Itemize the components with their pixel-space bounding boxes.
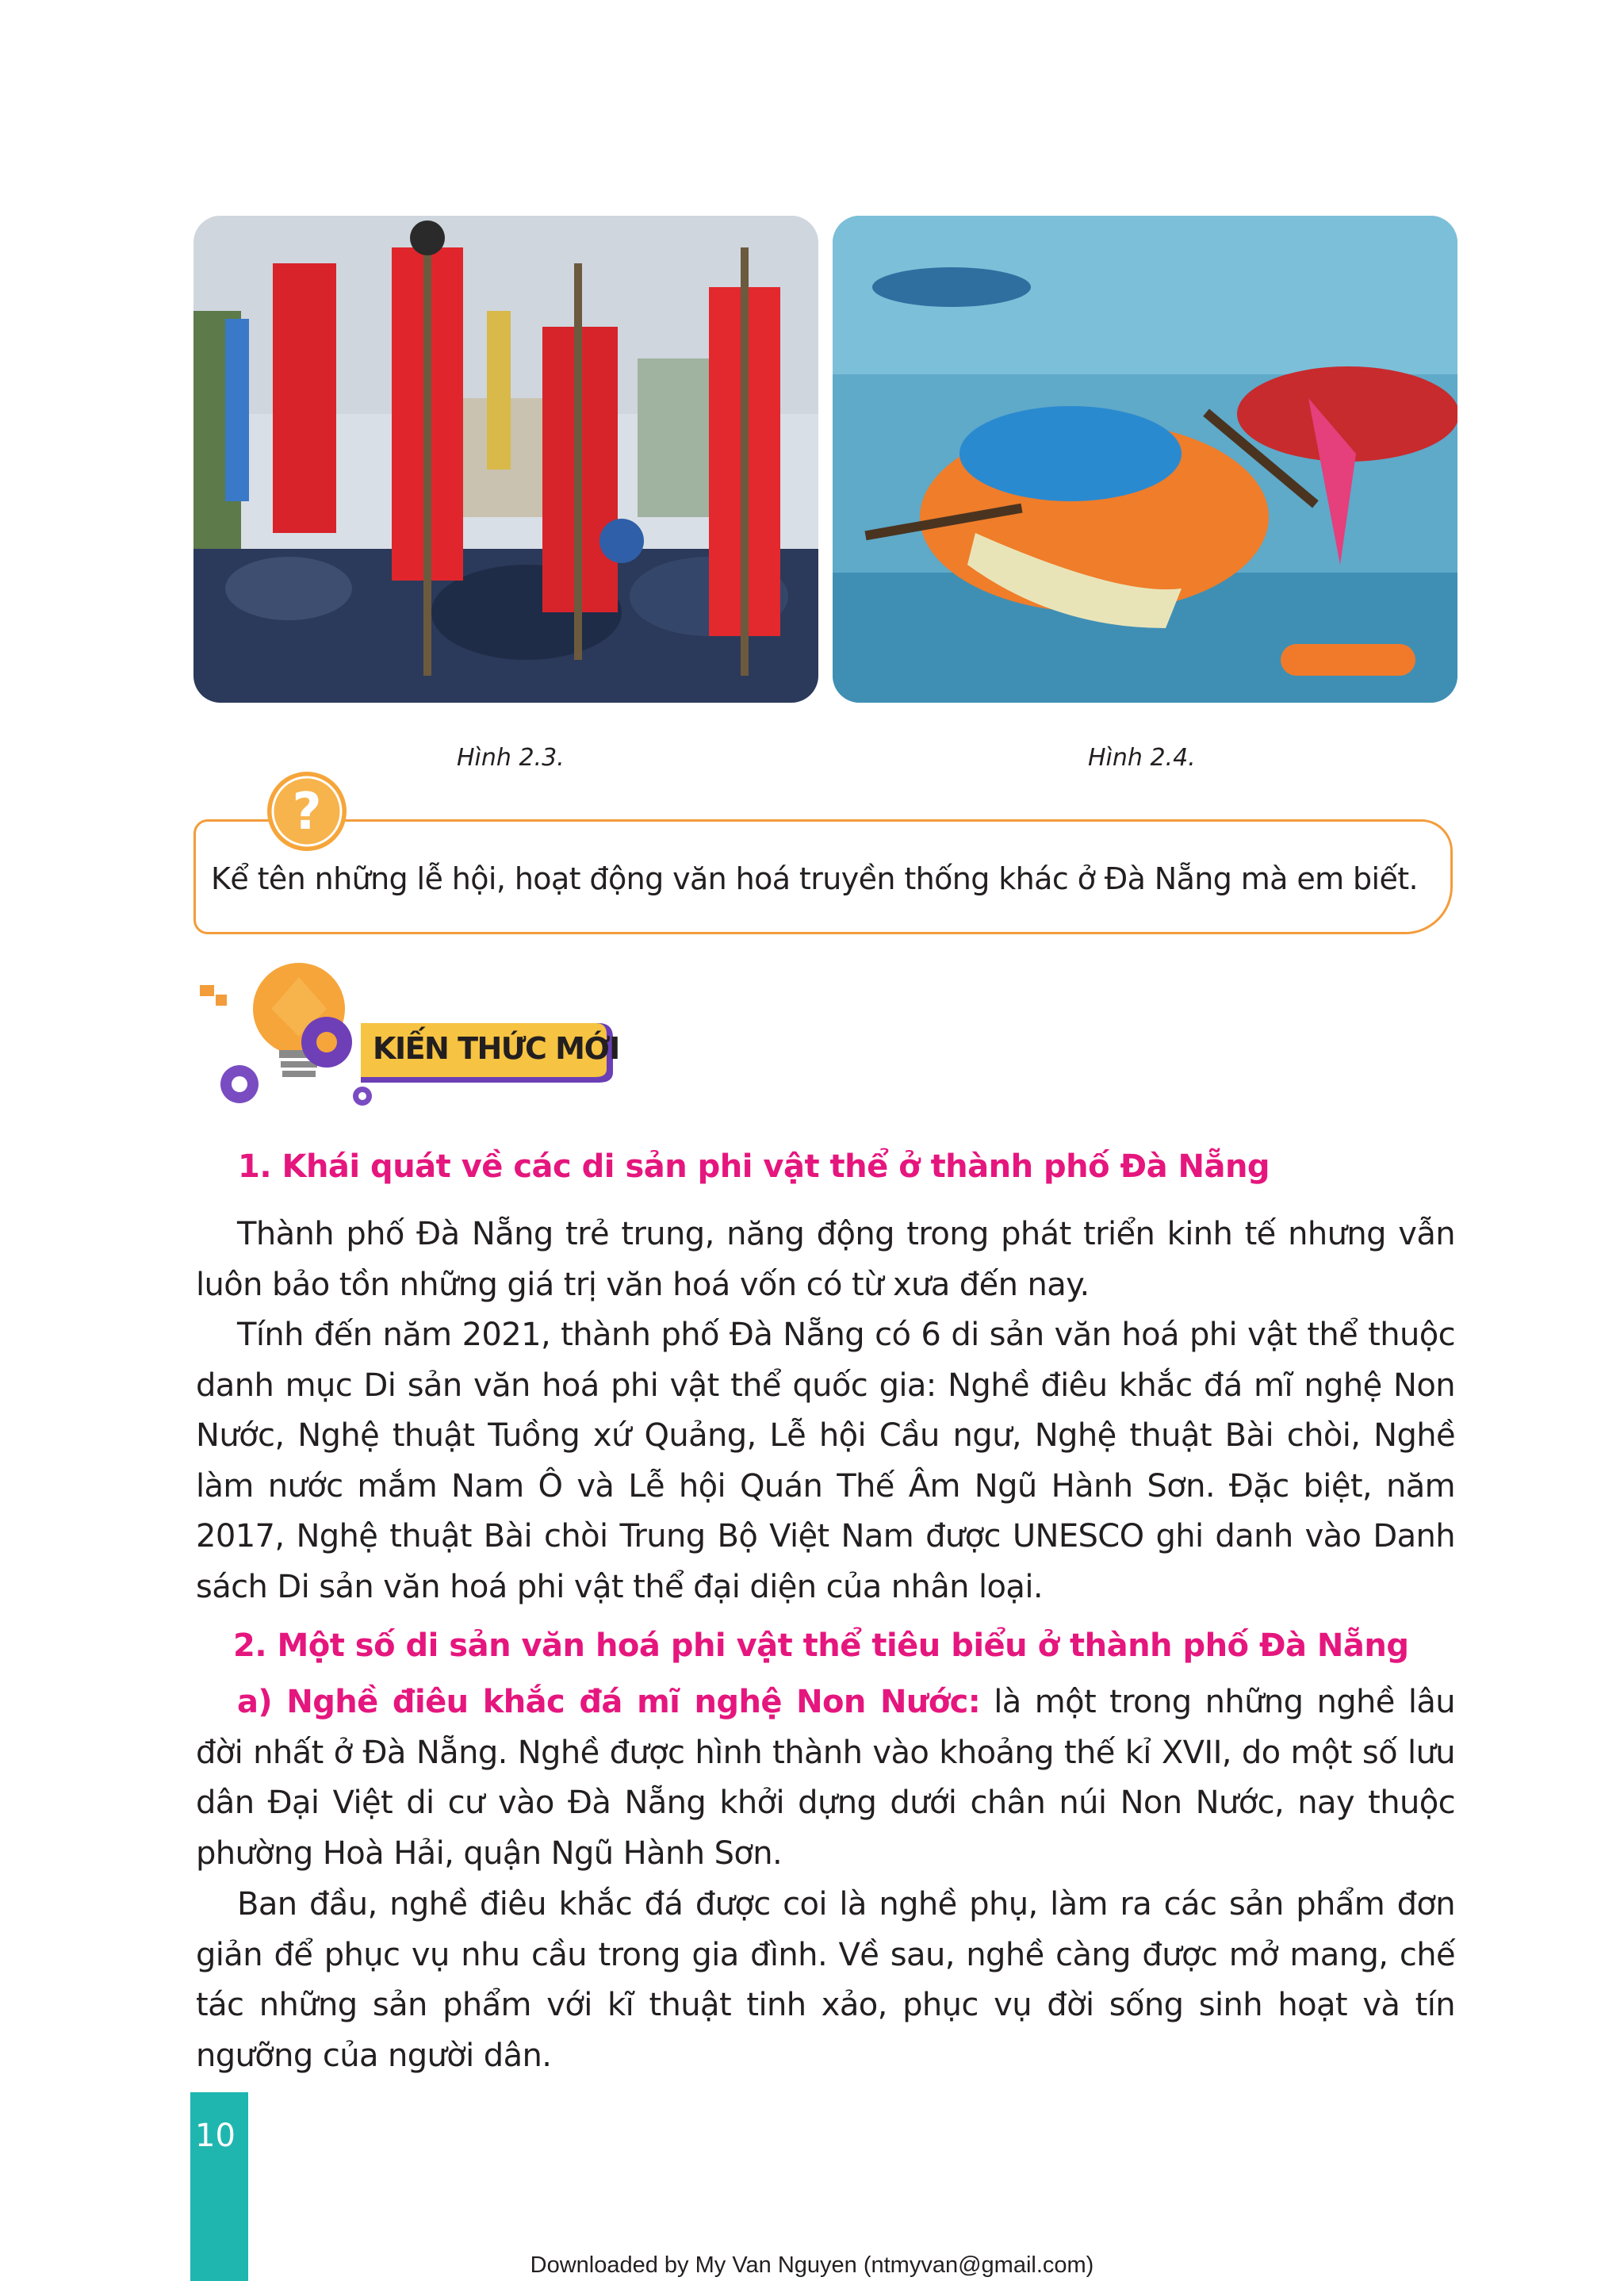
question-text: Kể tên những lễ hội, hoạt động văn hoá truyền thống khác ở Đà Nẵng mà em biết.: [211, 861, 1419, 896]
svg-text:?: ?: [292, 783, 322, 841]
question-mark-icon: [265, 769, 349, 853]
section-heading: 2. Một số di sản văn hoá phi vật thể tiêu biểu ở thành phố Đà Nẵng: [233, 1627, 1409, 1664]
figure-caption: Hình 2.4.: [1088, 744, 1196, 772]
download-footer: Downloaded by My Van Nguyen (ntmyvan@gmail.com): [530, 2252, 1094, 2278]
boat-race-photo: [833, 216, 1457, 703]
section-heading: 1. Khái quát về các di sản phi vật thể ở thành phố Đà Nẵng: [238, 1148, 1270, 1185]
section-banner-label: KIẾN THỨC MỚI: [373, 1031, 619, 1066]
page-number: 10: [195, 2118, 236, 2154]
paragraph: Tính đến năm 2021, thành phố Đà Nẵng có 6 di sản văn hoá phi vật thể thuộc danh mục Di sản văn hoá phi vật thể quốc gia: Nghề điêu khắc đá mĩ nghệ Non Nước, Nghệ thuật Tuồng xứ Quảng, Lễ hội Cầu ngư, Nghệ thuật Bài chòi, Nghề làm nước mắm Nam Ô và Lễ hội Quán Thế Âm Ngũ Hành Sơn. Đặc biệt, năm 2017, Nghệ thuật Bài chòi Trung Bộ Việt Nam được UNESCO ghi danh vào Danh sách Di sản văn hoá phi vật thể đại diện của nhân loại.: [196, 1317, 1455, 1605]
paragraph: Ban đầu, nghề điêu khắc đá được coi là nghề phụ, làm ra các sản phẩm đơn giản để phục vụ nhu cầu trong gia đình. Về sau, nghề càng được mở mang, chế tác những sản phẩm với kĩ thuật tinh xảo, phục vụ đời sống sinh hoạt và tín ngưỡng của người dân.: [196, 1886, 1455, 2074]
subsection-label: a) Nghề điêu khắc đá mĩ nghệ Non Nước:: [237, 1684, 981, 1720]
paragraph: Thành phố Đà Nẵng trẻ trung, năng động trong phát triển kinh tế nhưng vẫn luôn bảo tồn những giá trị văn hoá vốn có từ xưa đến nay.: [196, 1216, 1455, 1303]
festival-banners-photo: [193, 216, 818, 703]
paragraph: a) Nghề điêu khắc đá mĩ nghệ Non Nước: là một trong những nghề lâu đời nhất ở Đà Nẵng. Nghề được hình thành vào khoảng thế kỉ XVII, do một số lưu dân Đại Việt di cư vào Đà Nẵng khởi dựng dưới chân núi Non Nước, nay thuộc phường Hoà Hải, quận Ngũ Hành Sơn.: [196, 1684, 1455, 1872]
figure-caption: Hình 2.3.: [457, 744, 565, 772]
